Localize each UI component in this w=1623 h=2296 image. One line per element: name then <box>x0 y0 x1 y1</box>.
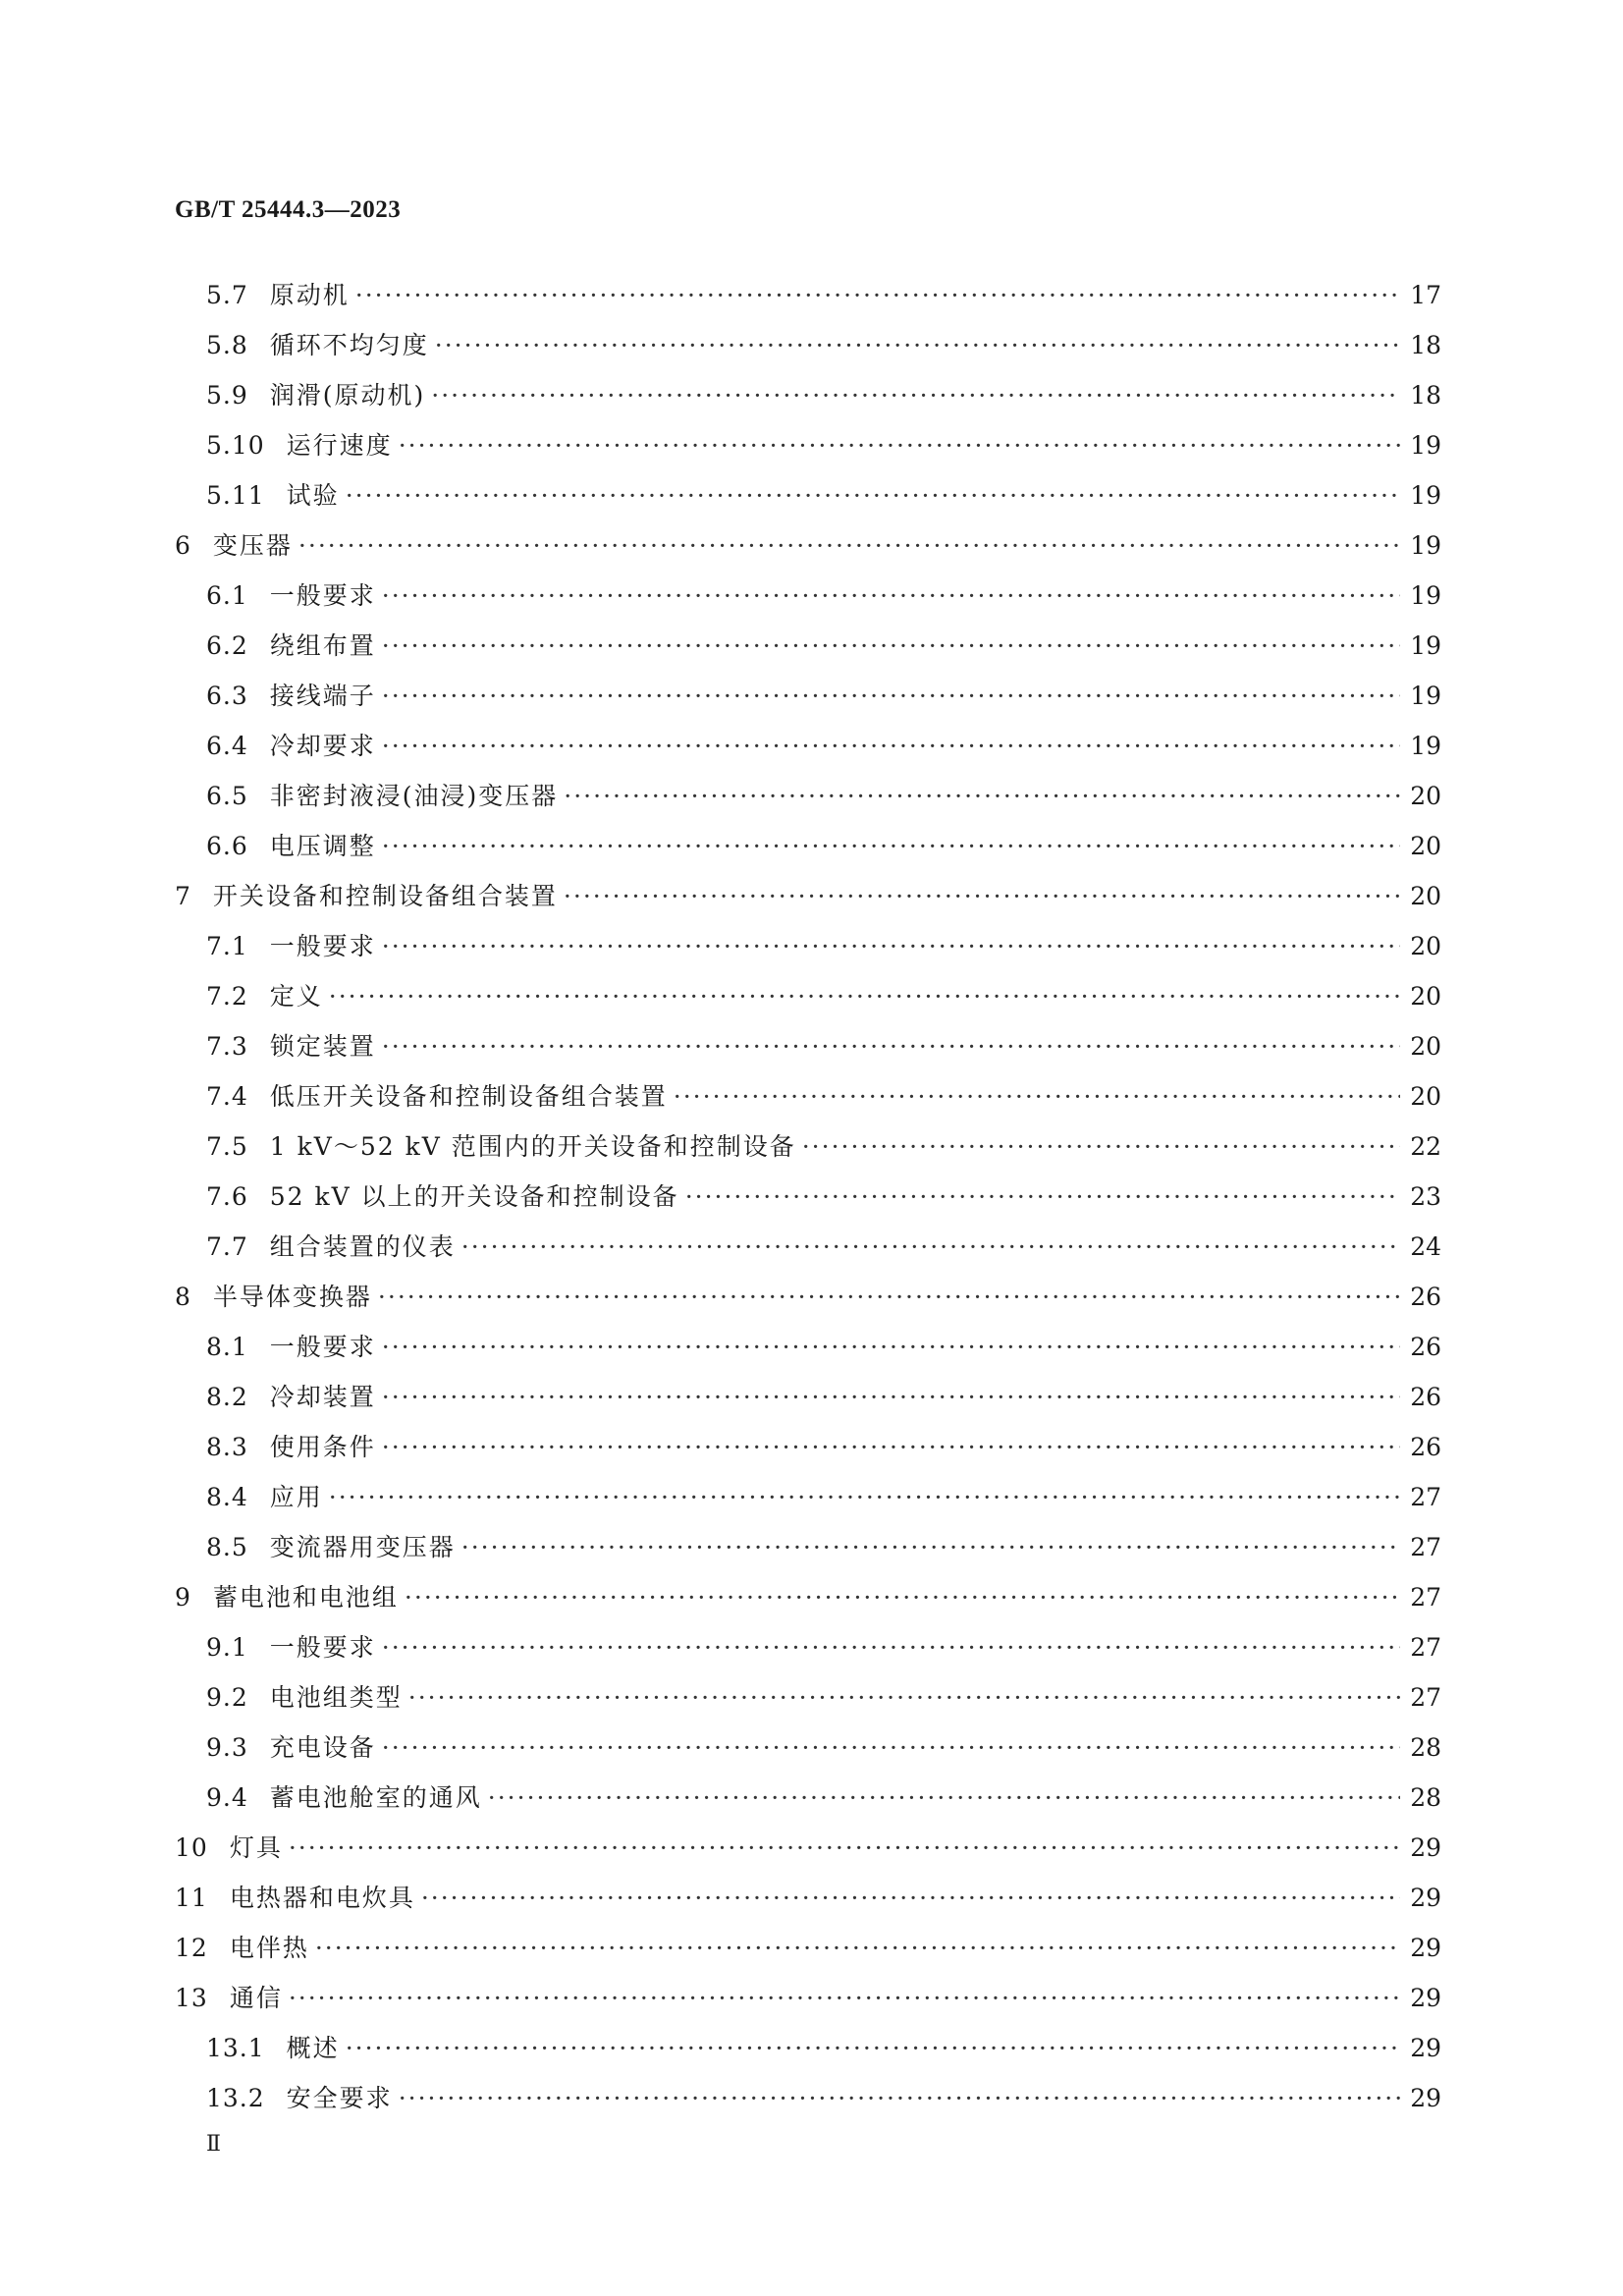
toc-entry-title: 非密封液浸(油浸)变压器 <box>269 782 559 810</box>
toc-entry[interactable] <box>175 420 1441 470</box>
toc-entry[interactable] <box>175 1823 1441 1873</box>
toc-entry-page-number: 29 <box>1410 1833 1441 1862</box>
toc-entry-number: 5.9 <box>206 381 248 410</box>
toc-entry[interactable] <box>175 821 1441 871</box>
toc-entry-page-number: 19 <box>1410 531 1441 560</box>
toc-entry-page-number: 20 <box>1410 782 1441 810</box>
toc-entry-number: 8.3 <box>206 1433 248 1461</box>
toc-entry-title: 冷却装置 <box>269 1383 376 1411</box>
toc-entry[interactable] <box>175 1572 1441 1622</box>
toc-entry-page-number: 20 <box>1410 1082 1441 1111</box>
toc-entry-number: 7.7 <box>206 1232 248 1261</box>
toc-entry-title: 组合装置的仪表 <box>269 1232 456 1261</box>
toc-entry-number: 10 <box>175 1833 208 1862</box>
toc-entry-page-number: 19 <box>1410 682 1441 710</box>
toc-dot-leader <box>298 520 1400 571</box>
toc-entry[interactable] <box>175 871 1441 921</box>
toc-entry-page-number: 19 <box>1410 732 1441 760</box>
toc-entry-title: 循环不均匀度 <box>269 331 429 359</box>
toc-dot-leader <box>382 571 1400 621</box>
toc-entry-title: 一般要求 <box>269 932 376 960</box>
toc-dot-leader <box>346 470 1400 520</box>
toc-dot-leader <box>346 2023 1400 2073</box>
toc-dot-leader <box>382 1322 1400 1372</box>
toc-entry-page-number: 26 <box>1410 1333 1441 1361</box>
toc-entry-number: 6.2 <box>206 631 248 660</box>
toc-entry-page-number: 20 <box>1410 982 1441 1011</box>
toc-entry-title: 1 kV～52 kV 范围内的开关设备和控制设备 <box>269 1132 796 1161</box>
toc-entry-title: 一般要求 <box>269 1633 376 1662</box>
toc-entry-number: 6.3 <box>206 682 248 710</box>
toc-entry-number: 6.5 <box>206 782 248 810</box>
toc-entry-page-number: 29 <box>1410 1934 1441 1962</box>
toc-entry[interactable] <box>175 2073 1441 2123</box>
toc-dot-leader <box>382 921 1400 971</box>
toc-entry-page-number: 27 <box>1410 1583 1441 1612</box>
toc-dot-leader <box>382 821 1400 871</box>
toc-entry-page-number: 26 <box>1410 1283 1441 1311</box>
toc-entry-page-number: 20 <box>1410 1032 1441 1061</box>
toc-entry-page-number: 20 <box>1410 832 1441 860</box>
toc-entry-title: 定义 <box>269 982 323 1011</box>
toc-entry-title: 电池组类型 <box>269 1683 403 1712</box>
toc-entry-number: 13 <box>175 1984 208 2012</box>
toc-entry-number: 11 <box>175 1884 208 1912</box>
toc-entry-number: 9.2 <box>206 1683 248 1712</box>
toc-entry-title: 运行速度 <box>286 431 393 460</box>
table-of-contents <box>175 270 1441 2123</box>
toc-entry[interactable] <box>175 621 1441 671</box>
toc-entry[interactable] <box>175 1973 1441 2023</box>
toc-dot-leader <box>488 1773 1400 1823</box>
toc-entry-title: 使用条件 <box>269 1433 376 1461</box>
toc-entry-title: 蓄电池和电池组 <box>212 1583 399 1612</box>
toc-entry-page-number: 27 <box>1410 1483 1441 1511</box>
toc-entry[interactable] <box>175 1172 1441 1222</box>
toc-entry-page-number: 26 <box>1410 1383 1441 1411</box>
toc-dot-leader <box>355 270 1400 320</box>
toc-entry-number: 8.2 <box>206 1383 248 1411</box>
toc-entry-title: 低压开关设备和控制设备组合装置 <box>269 1082 668 1111</box>
toc-entry-title: 安全要求 <box>286 2084 393 2112</box>
toc-entry-page-number: 18 <box>1410 381 1441 410</box>
toc-entry-number: 7.2 <box>206 982 248 1011</box>
toc-entry[interactable] <box>175 1272 1441 1322</box>
toc-entry-title: 概述 <box>286 2034 340 2062</box>
toc-entry-title: 开关设备和控制设备组合装置 <box>212 882 558 910</box>
toc-entry-page-number: 28 <box>1410 1783 1441 1812</box>
toc-entry-number: 9.1 <box>206 1633 248 1662</box>
toc-dot-leader <box>382 1372 1400 1422</box>
toc-entry-page-number: 19 <box>1410 631 1441 660</box>
toc-entry[interactable] <box>175 270 1441 320</box>
toc-entry[interactable] <box>175 1422 1441 1472</box>
toc-entry-number: 8.5 <box>206 1533 248 1561</box>
toc-entry[interactable] <box>175 571 1441 621</box>
toc-entry[interactable] <box>175 1622 1441 1672</box>
toc-entry-title: 锁定装置 <box>269 1032 376 1061</box>
toc-entry-number: 9.3 <box>206 1733 248 1762</box>
toc-dot-leader <box>329 971 1400 1021</box>
toc-dot-leader <box>382 671 1400 721</box>
toc-entry-number: 6 <box>175 531 191 560</box>
toc-entry-number: 6.1 <box>206 581 248 610</box>
toc-entry[interactable] <box>175 2023 1441 2073</box>
toc-entry-page-number: 17 <box>1410 281 1441 309</box>
toc-entry-title: 电压调整 <box>269 832 376 860</box>
toc-entry-title: 电伴热 <box>229 1934 309 1962</box>
toc-entry-page-number: 20 <box>1410 882 1441 910</box>
toc-dot-leader <box>382 1622 1400 1672</box>
toc-entry-page-number: 29 <box>1410 1884 1441 1912</box>
toc-dot-leader <box>315 1923 1400 1973</box>
toc-entry[interactable] <box>175 1472 1441 1522</box>
toc-entry-number: 9 <box>175 1583 191 1612</box>
toc-entry-number: 5.7 <box>206 281 248 309</box>
toc-entry[interactable] <box>175 921 1441 971</box>
toc-entry-number: 8.1 <box>206 1333 248 1361</box>
toc-entry-number: 12 <box>175 1934 208 1962</box>
toc-dot-leader <box>461 1222 1400 1272</box>
toc-dot-leader <box>382 1422 1400 1472</box>
toc-entry-title: 一般要求 <box>269 1333 376 1361</box>
toc-entry-title: 灯具 <box>229 1833 283 1862</box>
toc-entry[interactable] <box>175 1923 1441 1973</box>
toc-entry-page-number: 19 <box>1410 481 1441 510</box>
toc-dot-leader <box>431 370 1400 420</box>
toc-entry[interactable] <box>175 320 1441 370</box>
toc-entry-title: 变流器用变压器 <box>269 1533 456 1561</box>
toc-entry-page-number: 27 <box>1410 1683 1441 1712</box>
toc-dot-leader <box>329 1472 1400 1522</box>
toc-entry-title: 52 kV 以上的开关设备和控制设备 <box>269 1182 679 1211</box>
toc-entry-number: 9.4 <box>206 1783 248 1812</box>
toc-dot-leader <box>382 621 1400 671</box>
toc-entry[interactable] <box>175 1773 1441 1823</box>
toc-entry[interactable] <box>175 520 1441 571</box>
toc-dot-leader <box>378 1272 1400 1322</box>
toc-dot-leader <box>421 1873 1400 1923</box>
toc-dot-leader <box>461 1522 1400 1572</box>
toc-dot-leader <box>382 1722 1400 1773</box>
toc-entry-number: 7.3 <box>206 1032 248 1061</box>
toc-dot-leader <box>289 1823 1400 1873</box>
toc-entry-number: 8 <box>175 1283 191 1311</box>
toc-entry-title: 试验 <box>286 481 340 510</box>
toc-entry[interactable] <box>175 470 1441 520</box>
toc-entry-page-number: 27 <box>1410 1533 1441 1561</box>
toc-entry[interactable] <box>175 1071 1441 1121</box>
toc-dot-leader <box>382 1021 1400 1071</box>
toc-entry[interactable] <box>175 1873 1441 1923</box>
toc-entry-number: 7.5 <box>206 1132 248 1161</box>
toc-dot-leader <box>802 1121 1400 1172</box>
toc-entry-number: 13.2 <box>206 2084 265 2112</box>
toc-dot-leader <box>405 1572 1400 1622</box>
toc-dot-leader <box>399 420 1400 470</box>
toc-dot-leader <box>408 1672 1400 1722</box>
toc-dot-leader <box>685 1172 1400 1222</box>
toc-entry[interactable] <box>175 1121 1441 1172</box>
toc-entry-page-number: 19 <box>1410 431 1441 460</box>
toc-entry[interactable] <box>175 1522 1441 1572</box>
toc-dot-leader <box>399 2073 1400 2123</box>
toc-entry-page-number: 28 <box>1410 1733 1441 1762</box>
toc-entry-title: 半导体变换器 <box>212 1283 372 1311</box>
toc-entry-number: 7.4 <box>206 1082 248 1111</box>
page-folio: Ⅱ <box>206 2131 221 2156</box>
toc-entry-number: 13.1 <box>206 2034 265 2062</box>
toc-entry[interactable] <box>175 1722 1441 1773</box>
toc-entry-title: 电热器和电炊具 <box>229 1884 415 1912</box>
toc-entry-title: 润滑(原动机) <box>269 381 426 410</box>
toc-entry-page-number: 26 <box>1410 1433 1441 1461</box>
toc-entry-page-number: 29 <box>1410 2084 1441 2112</box>
toc-entry[interactable] <box>175 1322 1441 1372</box>
toc-entry[interactable] <box>175 1222 1441 1272</box>
toc-entry-title: 原动机 <box>269 281 350 309</box>
toc-entry-page-number: 20 <box>1410 932 1441 960</box>
toc-entry-page-number: 29 <box>1410 2034 1441 2062</box>
toc-dot-leader <box>564 871 1400 921</box>
toc-entry[interactable] <box>175 771 1441 821</box>
toc-entry-title: 一般要求 <box>269 581 376 610</box>
toc-entry-page-number: 18 <box>1410 331 1441 359</box>
toc-entry[interactable] <box>175 1021 1441 1071</box>
toc-entry-number: 5.11 <box>206 481 265 510</box>
toc-entry-page-number: 22 <box>1410 1132 1441 1161</box>
toc-entry[interactable] <box>175 671 1441 721</box>
toc-entry[interactable] <box>175 1672 1441 1722</box>
toc-entry-number: 6.4 <box>206 732 248 760</box>
toc-entry-title: 应用 <box>269 1483 323 1511</box>
toc-entry-page-number: 27 <box>1410 1633 1441 1662</box>
toc-entry-page-number: 19 <box>1410 581 1441 610</box>
toc-dot-leader <box>435 320 1400 370</box>
toc-entry[interactable] <box>175 971 1441 1021</box>
toc-entry-number: 7.1 <box>206 932 248 960</box>
toc-entry-page-number: 29 <box>1410 1984 1441 2012</box>
toc-entry[interactable] <box>175 721 1441 771</box>
toc-entry-number: 7.6 <box>206 1182 248 1211</box>
toc-entry-title: 冷却要求 <box>269 732 376 760</box>
toc-entry-page-number: 24 <box>1410 1232 1441 1261</box>
toc-entry-title: 蓄电池舱室的通风 <box>269 1783 482 1812</box>
toc-entry-title: 通信 <box>229 1984 283 2012</box>
toc-entry-number: 7 <box>175 882 191 910</box>
toc-entry[interactable] <box>175 370 1441 420</box>
toc-entry-number: 6.6 <box>206 832 248 860</box>
toc-dot-leader <box>564 771 1400 821</box>
toc-dot-leader <box>289 1973 1400 2023</box>
toc-dot-leader <box>674 1071 1400 1121</box>
toc-entry[interactable] <box>175 1372 1441 1422</box>
toc-entry-title: 充电设备 <box>269 1733 376 1762</box>
toc-entry-page-number: 23 <box>1410 1182 1441 1211</box>
toc-entry-number: 5.8 <box>206 331 248 359</box>
toc-dot-leader <box>382 721 1400 771</box>
document-id-header: GB/T 25444.3—2023 <box>175 196 402 223</box>
toc-entry-number: 8.4 <box>206 1483 248 1511</box>
toc-entry-number: 5.10 <box>206 431 265 460</box>
toc-entry-title: 接线端子 <box>269 682 376 710</box>
toc-entry-title: 变压器 <box>212 531 293 560</box>
toc-entry-title: 绕组布置 <box>269 631 376 660</box>
